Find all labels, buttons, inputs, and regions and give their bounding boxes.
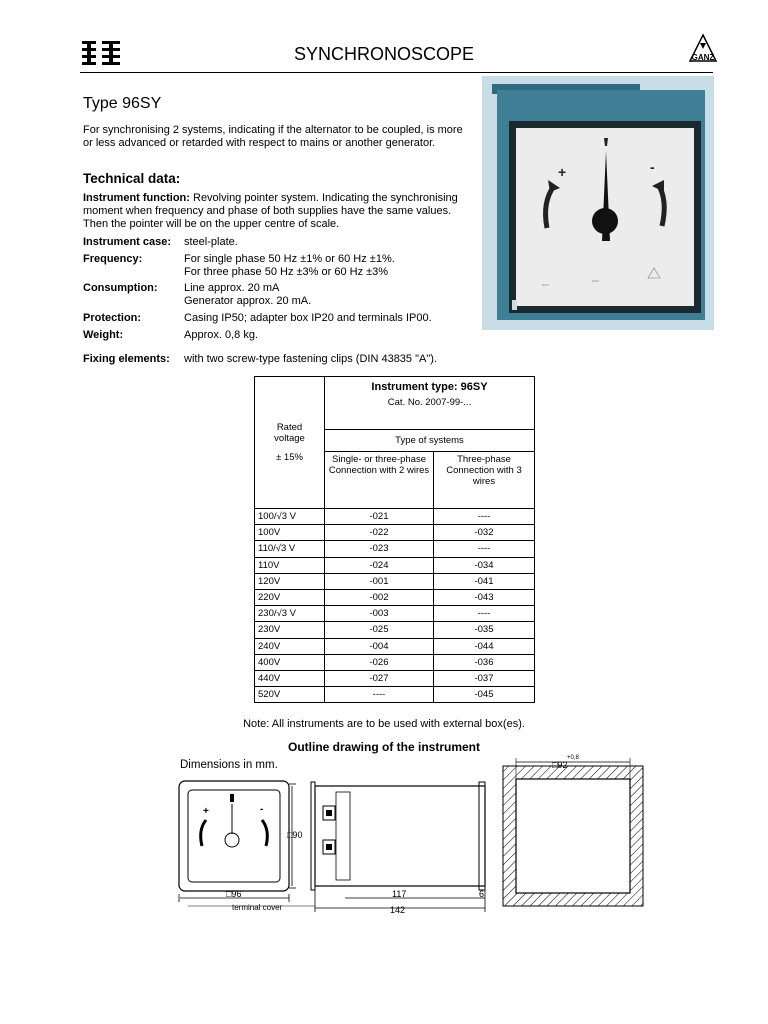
voltage-cell: 400V bbox=[255, 654, 325, 670]
table-row bbox=[255, 541, 535, 557]
outline-drawing bbox=[170, 748, 650, 918]
instrument-type-label: Instrument type: 96SY bbox=[371, 381, 488, 393]
dimensions-label: Dimensions in mm. bbox=[180, 759, 278, 771]
svg-text:ooo: ooo bbox=[542, 282, 549, 287]
ganz-logo bbox=[688, 33, 718, 65]
code-cell: ---- bbox=[434, 541, 535, 557]
voltage-cell: 520V bbox=[255, 687, 325, 703]
spec-label-consumption: Consumption: bbox=[83, 282, 158, 294]
code-cell: -032 bbox=[434, 525, 535, 541]
code-cell: -041 bbox=[434, 573, 535, 589]
panel-cutout-view bbox=[503, 758, 643, 906]
function-text: Revolving pointer system. Indicating the synchronising moment when frequency and phase of both supplies have the same values. Then the pointer will be on the upper centre of scale. bbox=[83, 192, 458, 230]
table-row bbox=[255, 509, 535, 525]
voltage-cell: 110V bbox=[255, 557, 325, 573]
svg-text:+: + bbox=[558, 164, 567, 180]
table-row bbox=[255, 638, 535, 654]
dim-tolerance-label: +0,8 bbox=[567, 755, 579, 761]
table-row bbox=[255, 622, 535, 638]
code-cell: -021 bbox=[325, 509, 434, 525]
spec-value-frequency-1: For single phase 50 Hz ±1% or 60 Hz ±1%. bbox=[184, 253, 395, 265]
front-view bbox=[179, 781, 296, 902]
code-cell: ---- bbox=[325, 687, 434, 703]
table-header-row bbox=[255, 377, 535, 430]
code-cell: -044 bbox=[434, 638, 535, 654]
instrument-function bbox=[83, 192, 468, 231]
page-title: SYNCHRONOSCOPE bbox=[293, 44, 475, 64]
voltage-cell: 230/√3 V bbox=[255, 606, 325, 622]
code-cell: -004 bbox=[325, 638, 434, 654]
svg-text:+: + bbox=[203, 806, 209, 817]
col-header-three-wire: Three-phase Connection with 3 wires bbox=[434, 452, 535, 509]
voltage-cell: 220V bbox=[255, 589, 325, 605]
rating-table bbox=[254, 376, 535, 703]
table-row bbox=[255, 670, 535, 686]
spec-label-frequency: Frequency: bbox=[83, 253, 143, 265]
code-cell: -026 bbox=[325, 654, 434, 670]
dim-96-label: □96 bbox=[226, 889, 242, 899]
tech-data-heading: Technical data: bbox=[83, 171, 181, 186]
dim-92-label: □92 bbox=[552, 760, 568, 770]
type-of-systems-header: Type of systems bbox=[325, 430, 535, 452]
code-cell: ---- bbox=[434, 606, 535, 622]
code-cell: -043 bbox=[434, 589, 535, 605]
spec-value-consumption-2: Generator approx. 20 mA. bbox=[184, 295, 312, 307]
voltage-cell: 100/√3 V bbox=[255, 509, 325, 525]
type-title: Type 96SY bbox=[83, 95, 162, 112]
svg-text:-: - bbox=[650, 159, 655, 175]
instrument-photo bbox=[482, 76, 714, 330]
svg-text:ooo: ooo bbox=[592, 278, 599, 283]
rated-voltage-line-2: voltage bbox=[274, 433, 305, 444]
table-row bbox=[255, 525, 535, 541]
spec-value-weight: Approx. 0,8 kg. bbox=[184, 329, 258, 341]
code-cell: -023 bbox=[325, 541, 434, 557]
ganz-logo-text: GANZ bbox=[691, 53, 715, 62]
dim-142-label: 142 bbox=[390, 905, 406, 915]
code-cell: -035 bbox=[434, 622, 535, 638]
intro-text: For synchronising 2 systems, indicating if the alternator to be coupled, is more or less advanced or retarded with respect to mains or another generator. bbox=[83, 124, 463, 149]
voltage-cell: 100V bbox=[255, 525, 325, 541]
code-cell: -045 bbox=[434, 687, 535, 703]
rated-voltage-line-1: Rated bbox=[276, 422, 303, 433]
col-header-two-wire: Single- or three-phase Connection with 2 wires bbox=[325, 452, 434, 509]
dim-90-label: □90 bbox=[287, 830, 303, 840]
dim-6-label: 6 bbox=[479, 889, 485, 899]
spec-label-case: Instrument case: bbox=[83, 236, 172, 248]
code-cell: -003 bbox=[325, 606, 434, 622]
voltage-cell: 440V bbox=[255, 670, 325, 686]
code-cell: -024 bbox=[325, 557, 434, 573]
code-cell: -002 bbox=[325, 589, 434, 605]
code-cell: ---- bbox=[434, 509, 535, 525]
spec-value-protection: Casing IP50; adapter box IP20 and terminals IP00. bbox=[184, 312, 432, 324]
table-row bbox=[255, 606, 535, 622]
table-row bbox=[255, 687, 535, 703]
voltage-cell: 230V bbox=[255, 622, 325, 638]
spec-value-fixing: with two screw-type fastening clips (DIN 43835 "A"). bbox=[184, 353, 437, 365]
code-cell: -027 bbox=[325, 670, 434, 686]
spec-label-fixing: Fixing elements: bbox=[83, 353, 170, 365]
spec-label-weight: Weight: bbox=[83, 329, 124, 341]
code-cell: -022 bbox=[325, 525, 434, 541]
dim-117-label: 117 bbox=[392, 889, 407, 899]
table-row bbox=[255, 654, 535, 670]
function-label: Instrument function: bbox=[83, 192, 190, 204]
cat-no-label: Cat. No. 2007-99-... bbox=[387, 397, 472, 408]
code-cell: -036 bbox=[434, 654, 535, 670]
code-cell: -034 bbox=[434, 557, 535, 573]
voltage-cell: 120V bbox=[255, 573, 325, 589]
spec-value-case: steel-plate. bbox=[184, 236, 238, 248]
voltage-cell: 110/√3 V bbox=[255, 541, 325, 557]
voltage-cell: 240V bbox=[255, 638, 325, 654]
outline-title: Outline drawing of the instrument bbox=[288, 740, 480, 754]
svg-text:-: - bbox=[260, 804, 264, 815]
table-row bbox=[255, 589, 535, 605]
rated-voltage-header bbox=[255, 377, 325, 509]
table-row bbox=[255, 557, 535, 573]
spec-label-protection: Protection: bbox=[83, 312, 142, 324]
usage-note: Note: All instruments are to be used with external box(es). bbox=[243, 718, 525, 730]
spec-value-frequency-2: For three phase 50 Hz ±3% or 60 Hz ±3% bbox=[184, 266, 389, 278]
instrument-type-header bbox=[325, 377, 535, 430]
code-cell: -001 bbox=[325, 573, 434, 589]
header-rule bbox=[80, 72, 713, 73]
rated-voltage-line-3: ± 15% bbox=[276, 452, 303, 463]
table-row bbox=[255, 573, 535, 589]
terminal-cover-label: terminal cover bbox=[232, 903, 283, 912]
spec-value-consumption-1: Line approx. 20 mA bbox=[184, 282, 280, 294]
code-cell: -037 bbox=[434, 670, 535, 686]
code-cell: -025 bbox=[325, 622, 434, 638]
